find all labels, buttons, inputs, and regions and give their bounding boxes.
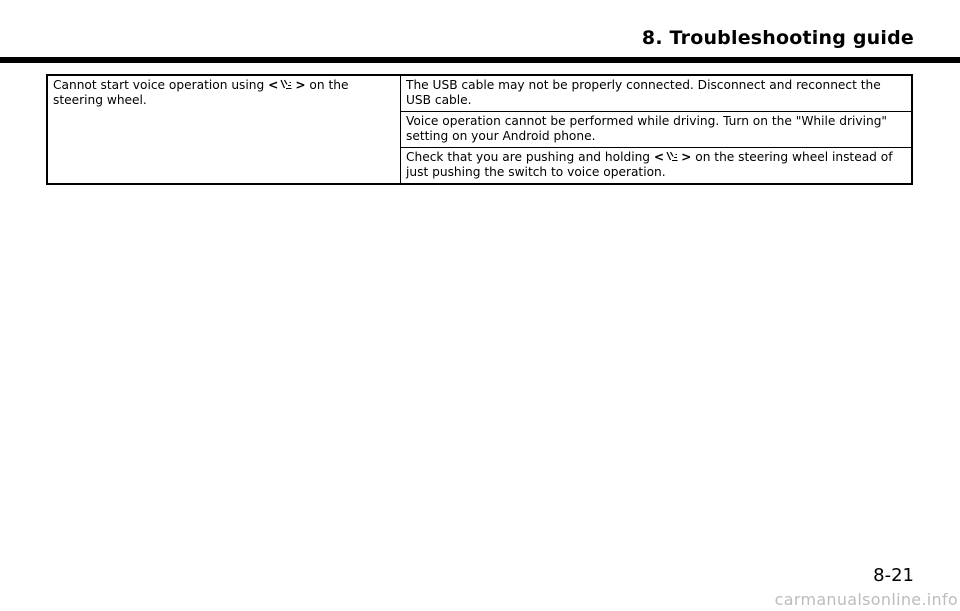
remedy-text: Voice operation cannot be performed while driving. Turn on the "While driving" setting on your Android phone. [406, 114, 888, 143]
watermark: carmanualsonline.info [774, 590, 958, 609]
table-row [47, 75, 912, 112]
remedy-text: The USB cable may not be properly connected. Disconnect and reconnect the USB cable. [406, 78, 881, 107]
remedy-text-before: Check that you are pushing and holding [406, 150, 654, 164]
remedy-cell [401, 112, 913, 148]
remedy-cell [401, 75, 913, 112]
remedy-cell [401, 148, 913, 185]
header-rule [0, 57, 960, 63]
bracket-open: < [653, 150, 665, 164]
symptom-cell [47, 75, 401, 184]
bracket-open: < [268, 78, 279, 92]
steering-voice-switch-icon [665, 150, 680, 162]
symptom-text-after: on the steering wheel. [53, 78, 349, 107]
steering-voice-switch-icon [279, 78, 294, 90]
remedy-text-after: on the steering wheel instead of just pushing the switch to voice operation. [406, 150, 893, 179]
chapter-title: 8. Troubleshooting guide [641, 27, 914, 49]
troubleshooting-table [46, 74, 913, 185]
symptom-text-before: Cannot start voice operation using [53, 78, 269, 92]
bracket-close: > [681, 150, 692, 164]
bracket-close: > [295, 78, 306, 92]
page-number: 8-21 [873, 565, 914, 586]
